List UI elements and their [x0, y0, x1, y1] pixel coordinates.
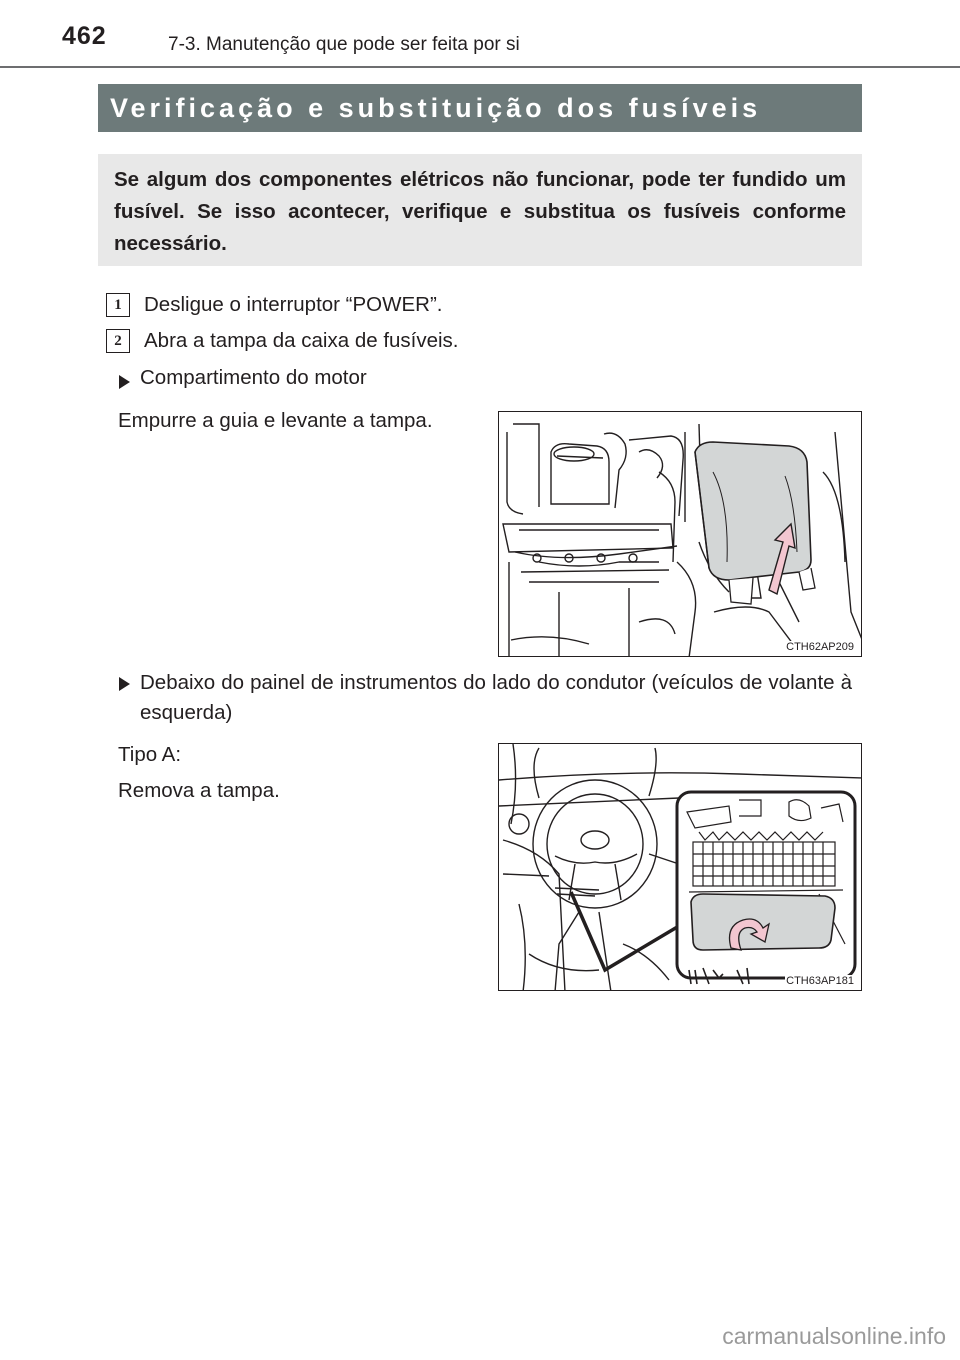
type-label-a: Tipo A: — [118, 743, 182, 766]
step-1 — [106, 290, 442, 320]
instruction-engine: Empurre a guia e levante a tampa. — [118, 409, 433, 432]
triangle-bullet-icon — [118, 668, 140, 697]
header-rule — [0, 66, 960, 68]
step-number-2: 2 — [106, 329, 130, 353]
intro-text: Se algum dos componentes elétricos não funcionar, pode ter fundido um fusível. Se isso acontecer, verifique e substitua os fusíveis conforme necessário. — [114, 168, 846, 255]
page-number: 462 — [62, 22, 107, 50]
bullet-text-engine: Compartimento do motor — [140, 366, 367, 389]
bullet-text-instrument-panel: Debaixo do painel de instrumentos do lado do condutor (veículos de volante à esquerda) — [140, 671, 852, 724]
bullet-instrument-panel — [118, 668, 854, 728]
engine-compartment-illustration — [499, 412, 862, 657]
triangle-bullet-icon — [118, 366, 140, 395]
step-2 — [106, 326, 459, 356]
page-title: Verificação e substituição dos fusíveis — [110, 92, 762, 123]
instrument-panel-illustration — [499, 744, 862, 991]
bullet-engine-compartment — [118, 366, 858, 395]
step-text-2: Abra a tampa da caixa de fusíveis. — [144, 329, 459, 352]
step-text-1: Desligue o interruptor “POWER”. — [144, 293, 443, 316]
figure-code-1: CTH62AP209 — [786, 641, 854, 653]
watermark: carmanualsonline.info — [722, 1323, 946, 1349]
instruction-instrument-panel: Remova a tampa. — [118, 779, 280, 802]
intro-box — [98, 154, 862, 266]
figure-engine-fuse-box — [498, 411, 862, 657]
figure-code-2: CTH63AP181 — [786, 975, 854, 987]
title-bar — [98, 84, 862, 132]
running-header: 7-3. Manutenção que pode ser feita por si — [168, 34, 520, 55]
figure-instrument-panel-fuse-box — [498, 743, 862, 991]
step-number-1: 1 — [106, 293, 130, 317]
